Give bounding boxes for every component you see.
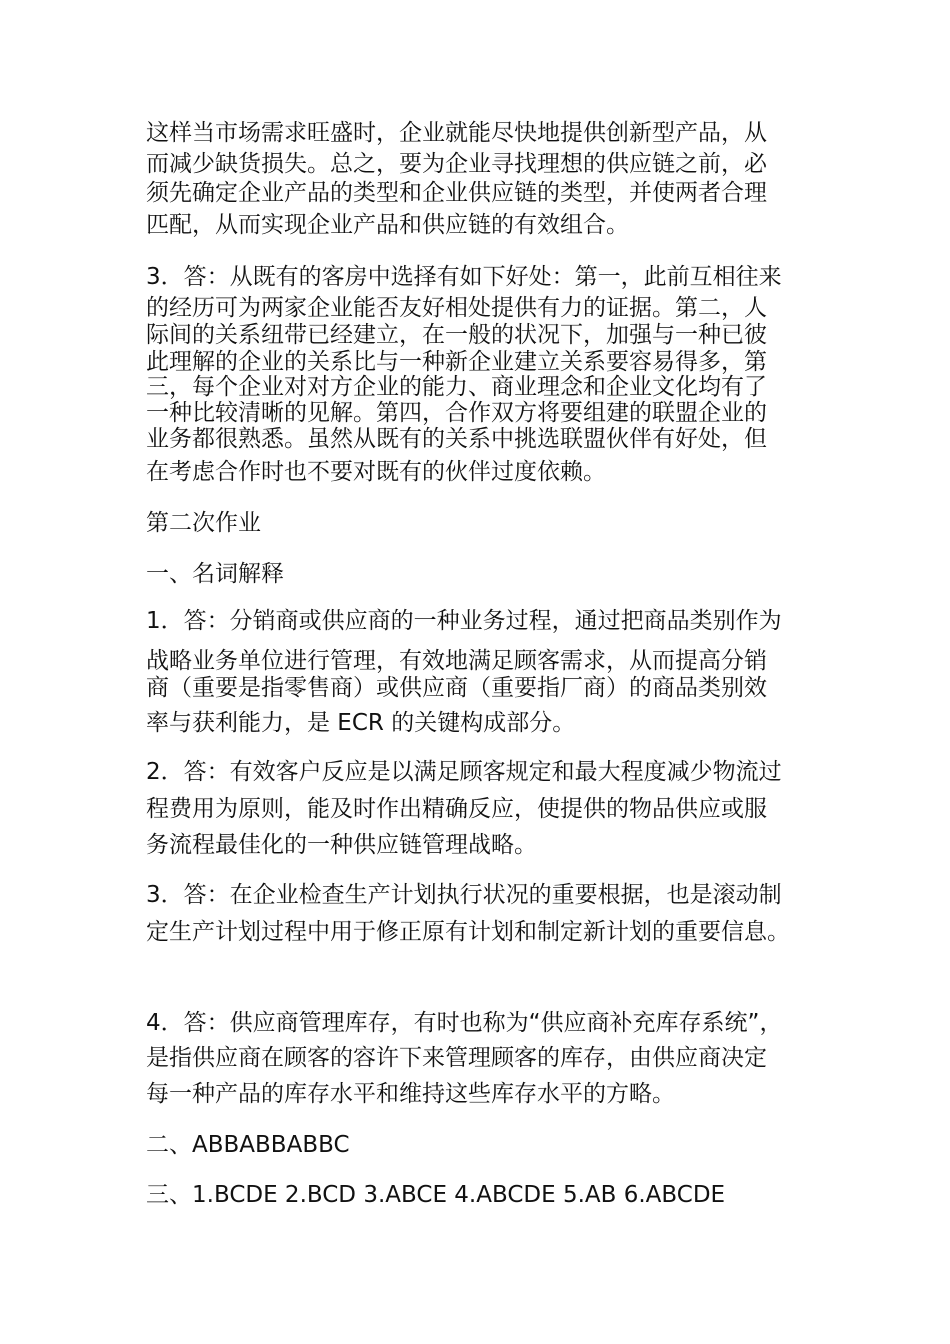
paragraph-line: 2．答：有效客户反应是以满足顾客规定和最大程度减少物流过: [146, 759, 782, 785]
multiple-select-answers: 三、1.BCDE 2.BCD 3.ABCE 4.ABCDE 5.AB 6.ABCDE: [146, 1182, 726, 1208]
paragraph-line: 这样当市场需求旺盛时，企业就能尽快地提供创新型产品，从: [146, 120, 767, 146]
paragraph-line: 的经历可为两家企业能否友好相处提供有力的证据。第二，人: [146, 295, 767, 321]
paragraph-line: 1．答：分销商或供应商的一种业务过程，通过把商品类别作为: [146, 608, 782, 634]
paragraph-line: 3．答：在企业检查生产计划执行状况的重要根据，也是滚动制: [146, 882, 782, 908]
paragraph-line: 匹配，从而实现企业产品和供应链的有效组合。: [146, 212, 629, 238]
paragraph-line: 是指供应商在顾客的容许下来管理顾客的库存，由供应商决定: [146, 1045, 767, 1071]
paragraph-line: 每一种产品的库存水平和维持这些库存水平的方略。: [146, 1081, 675, 1107]
paragraph-line: 在考虑合作时也不要对既有的伙伴过度依赖。: [146, 459, 606, 485]
paragraph-line: 而减少缺货损失。总之，要为企业寻找理想的供应链之前，必: [146, 151, 767, 177]
paragraph-line: 程费用为原则，能及时作出精确反应，使提供的物品供应或服: [146, 796, 767, 822]
paragraph-line: 此理解的企业的关系比与一种新企业建立关系要容易得多，第: [146, 349, 767, 375]
homework-heading: 第二次作业: [146, 510, 261, 536]
paragraph-line: 率与获利能力，是 ECR 的关键构成部分。: [146, 710, 576, 736]
section-heading: 一、名词解释: [146, 561, 284, 587]
paragraph-line: 3．答：从既有的客房中选择有如下好处：第一，此前互相往来: [146, 264, 782, 290]
paragraph-line: 三，每个企业对对方企业的能力、商业理念和企业文化均有了: [146, 374, 767, 400]
paragraph-line: 商（重要是指零售商）或供应商（重要指厂商）的商品类别效: [146, 675, 767, 701]
paragraph-line: 战略业务单位进行管理，有效地满足顾客需求，从而提高分销: [146, 648, 767, 674]
multiple-choice-answers: 二、ABBABBABBC: [146, 1132, 350, 1158]
paragraph-line: 定生产计划过程中用于修正原有计划和制定新计划的重要信息。: [146, 919, 790, 945]
paragraph-line: 须先确定企业产品的类型和企业供应链的类型，并使两者合理: [146, 180, 767, 206]
paragraph-line: 际间的关系纽带已经建立，在一般的状况下，加强与一种已彼: [146, 322, 767, 348]
paragraph-line: 4．答：供应商管理库存，有时也称为“供应商补充库存系统”，: [146, 1010, 783, 1036]
paragraph-line: 业务都很熟悉。虽然从既有的关系中挑选联盟伙伴有好处，但: [146, 426, 767, 452]
paragraph-line: 一种比较清晰的见解。第四，合作双方将要组建的联盟企业的: [146, 400, 767, 426]
paragraph-line: 务流程最佳化的一种供应链管理战略。: [146, 832, 537, 858]
